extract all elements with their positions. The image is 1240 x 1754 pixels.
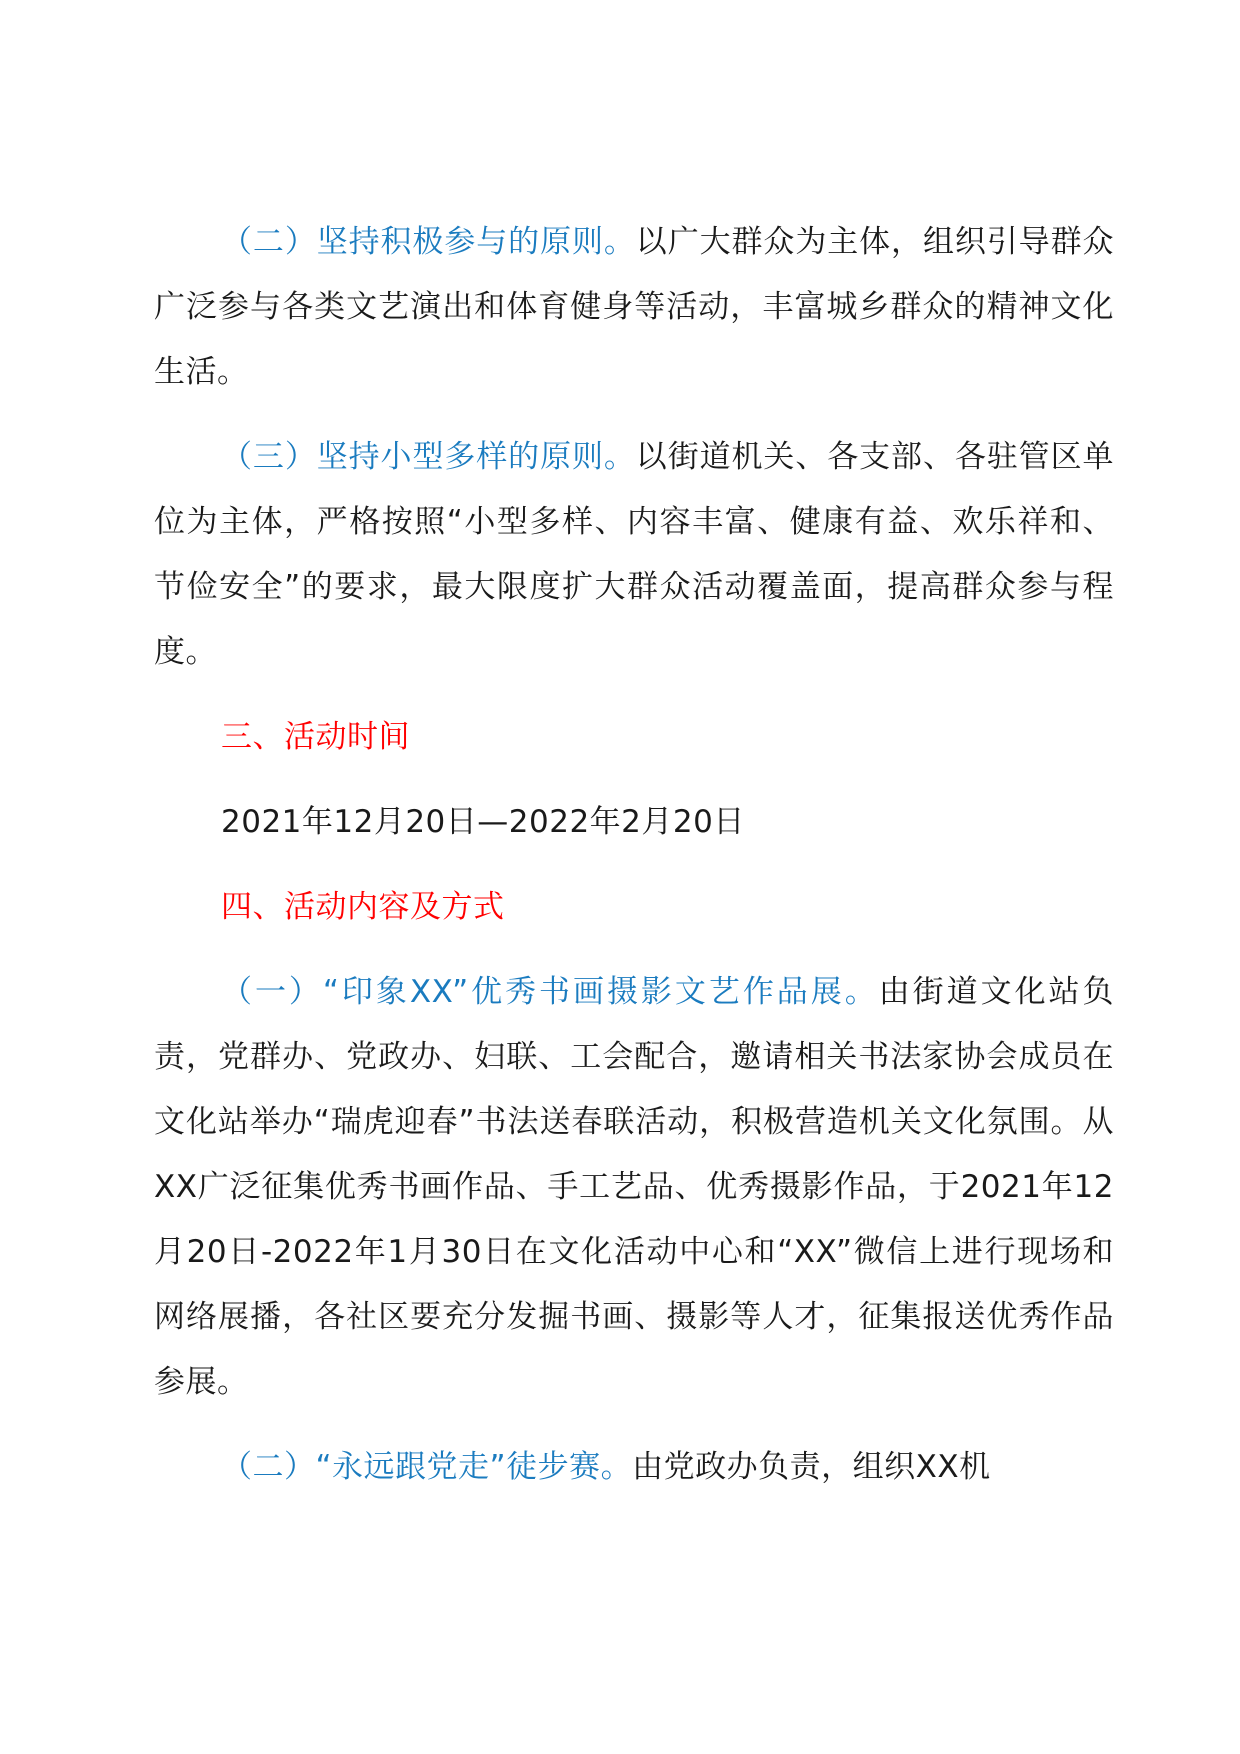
paragraph-body: 由党政办负责，组织XX机	[632, 1449, 991, 1485]
paragraph-exhibition	[154, 960, 1114, 1415]
paragraph-principle-diversity	[154, 425, 1114, 685]
paragraph-body: 由街道文化站负责，党群办、党政办、妇联、工会配合，邀请相关书法家协会成员在文化站举办“瑞虎迎春”书法送春联活动，积极营造机关文化氛围。从XX广泛征集优秀书画作品、手工艺品、优秀摄影作品，于2021年12月20日-2022年1月30日在文化活动中心和“XX”微信上进行现场和网络展播，各社区要充分发掘书画、摄影等人才，征集报送优秀作品参展。	[154, 974, 1114, 1400]
paragraph-lead: （三）坚持小型多样的原则。	[221, 439, 636, 475]
section-heading-activity-content: 四、活动内容及方式	[221, 889, 505, 925]
paragraph-body: 以街道机关、各支部、各驻管区单位为主体，严格按照“小型多样、内容丰富、健康有益、欢乐祥和、节俭安全”的要求，最大限度扩大群众活动覆盖面，提高群众参与程度。	[154, 439, 1114, 670]
paragraph-lead: （二）坚持积极参与的原则。	[221, 224, 636, 260]
section-heading-activity-time: 三、活动时间	[221, 719, 410, 755]
paragraph-walking-race	[154, 1435, 1114, 1500]
paragraph-principle-participation	[154, 210, 1114, 405]
paragraph-lead: （二）“永远跟党走”徒步赛。	[221, 1449, 633, 1485]
paragraph-lead: （一）“印象XX”优秀书画摄影文艺作品展。	[221, 974, 879, 1010]
activity-date-range: 2021年12月20日—2022年2月20日	[221, 804, 745, 840]
document-page	[154, 210, 1114, 1500]
paragraph-body: 以广大群众为主体，组织引导群众广泛参与各类文艺演出和体育健身等活动，丰富城乡群众的精神文化生活。	[154, 224, 1114, 390]
